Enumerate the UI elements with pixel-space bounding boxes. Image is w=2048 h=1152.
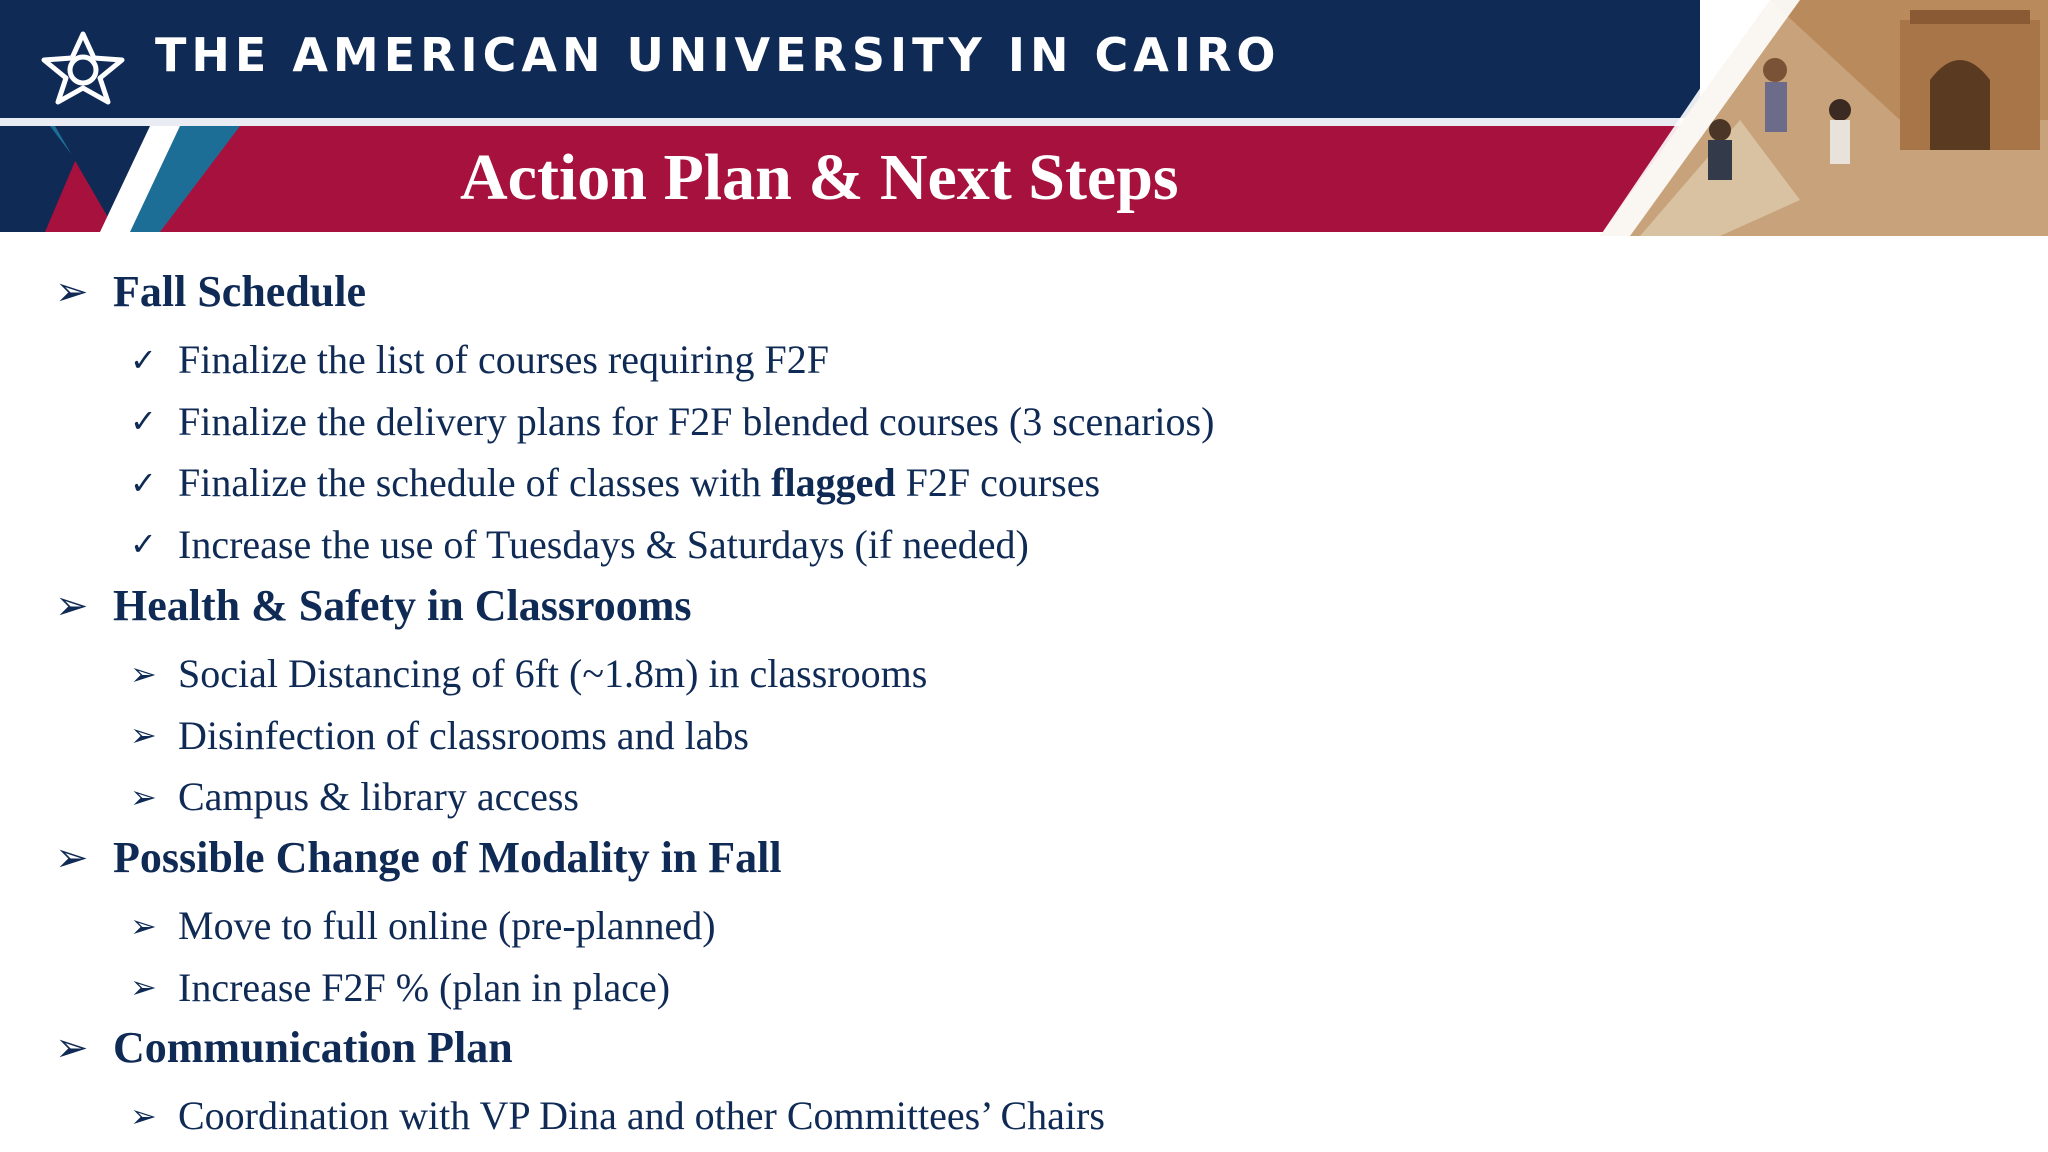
list-item-text: Finalize the delivery plans for F2F blended courses (3 scenarios) (178, 398, 1215, 444)
list-item-text-part: Finalize the schedule of classes with (178, 460, 772, 505)
list-item (130, 712, 749, 759)
list-item-text: Coordination with VP Dina and other Committees’ Chairs (178, 1093, 1105, 1138)
checkmark-bullet-icon: ✓ (130, 402, 157, 440)
emphasized-word: flagged (771, 460, 896, 505)
arrow-bullet-icon: ➢ (130, 1096, 157, 1135)
list-item (130, 773, 579, 820)
university-name: THE AMERICAN UNIVERSITY IN CAIRO (155, 28, 1281, 82)
arrow-bullet-icon: ➢ (130, 777, 157, 816)
section-heading (55, 266, 366, 317)
list-item (130, 964, 670, 1011)
slide-title: Action Plan & Next Steps (460, 141, 1179, 214)
arrow-bullet-icon: ➢ (55, 268, 89, 315)
checkmark-bullet-icon: ✓ (130, 525, 157, 563)
list-item (130, 650, 927, 697)
section-title: Fall Schedule (113, 267, 367, 316)
arrow-bullet-icon: ➢ (130, 654, 157, 693)
list-item (130, 1092, 1105, 1139)
list-item-text: Disinfection of classrooms and labs (178, 712, 749, 758)
list-item-text: Increase F2F % (plan in place) (178, 964, 671, 1010)
section-title: Communication Plan (113, 1023, 513, 1072)
arrow-bullet-icon: ➢ (55, 834, 89, 881)
arrow-bullet-icon: ➢ (55, 1024, 89, 1071)
list-item (130, 902, 716, 949)
list-item (130, 521, 1029, 568)
list-item (130, 459, 1100, 506)
section-heading (55, 580, 692, 631)
list-item (130, 336, 829, 383)
list-item-text: Finalize the list of courses requiring F2F (178, 337, 830, 382)
arrow-bullet-icon: ➢ (55, 582, 89, 629)
list-item-text: Social Distancing of 6ft (~1.8m) in classrooms (178, 651, 928, 696)
list-item-text: Move to full online (pre-planned) (178, 903, 716, 948)
list-item-text: Campus & library access (178, 774, 579, 819)
arrow-bullet-icon: ➢ (130, 716, 157, 754)
section-title: Health & Safety in Classrooms (113, 581, 692, 630)
section-heading (55, 1022, 513, 1073)
list-item-text (178, 460, 1100, 505)
list-item-text: Increase the use of Tuesdays & Saturdays (if needed) (178, 521, 1029, 567)
checkmark-bullet-icon: ✓ (130, 463, 157, 502)
section-heading (55, 832, 782, 883)
list-item (130, 398, 1214, 445)
checkmark-bullet-icon: ✓ (130, 340, 157, 379)
list-item-text-part: F2F courses (895, 460, 1101, 505)
arrow-bullet-icon: ➢ (130, 968, 157, 1006)
section-title: Possible Change of Modality in Fall (113, 833, 782, 882)
arrow-bullet-icon: ➢ (130, 906, 157, 945)
